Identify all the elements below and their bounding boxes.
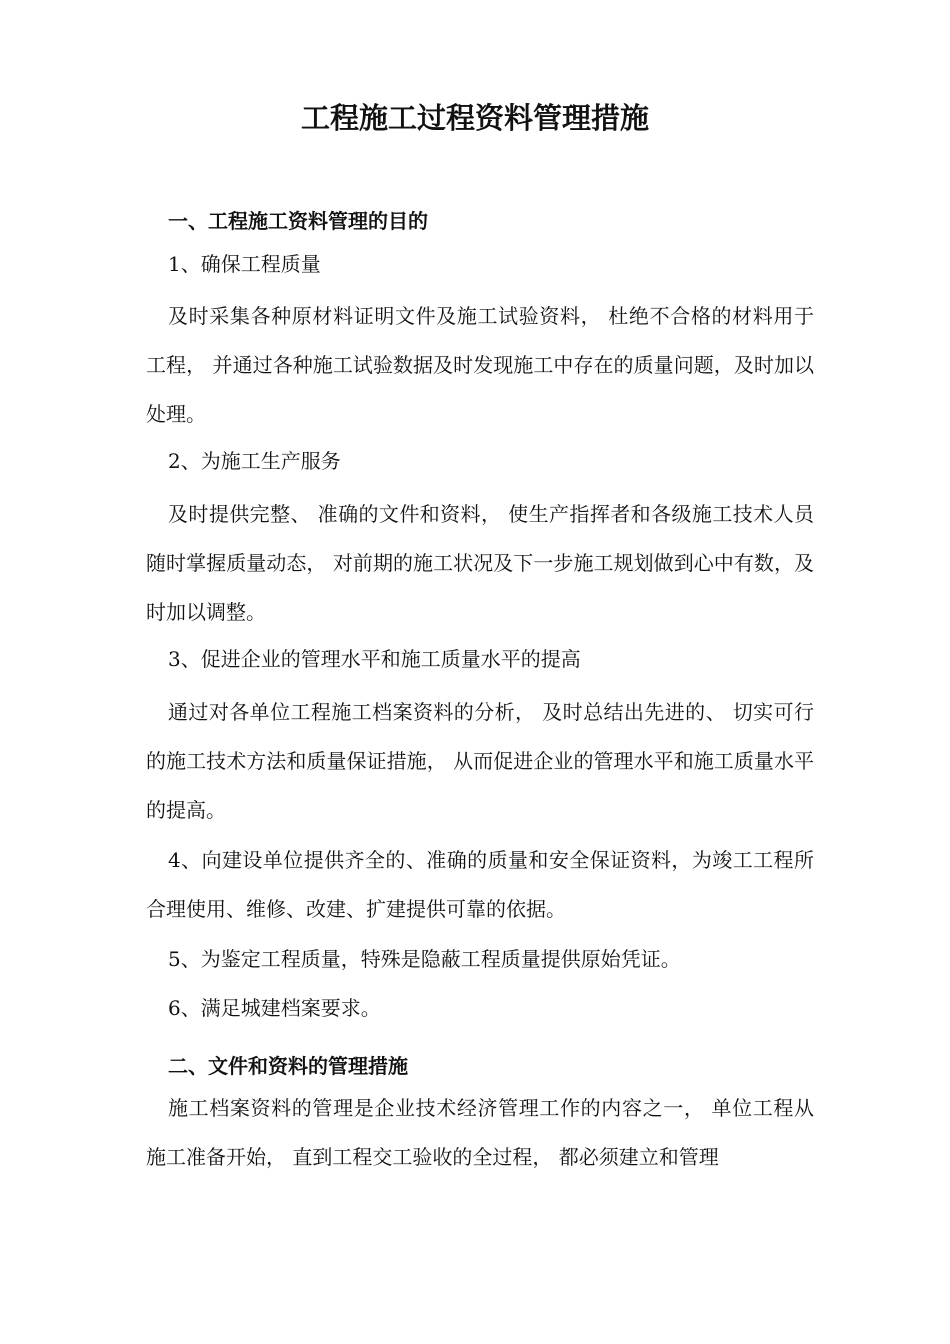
paragraph-quality: 及时采集各种原材料证明文件及施工试验资料， 杜绝不合格的材料用于工程， 并通过各种施工试验数据及时发现施工中存在的质量问题，及时加以处理。: [146, 304, 814, 426]
paragraph-management: 通过对各单位工程施工档案资料的分析， 及时总结出先进的、 切实可行的施工技术方法和质量保证措施， 从而促进企业的管理水平和施工质量水平的提高。: [146, 700, 814, 822]
paragraph-item-4: 4、向建设单位提供齐全的、准确的质量和安全保证资料，为竣工工程所合理使用、维修、改建、扩建提供可靠的依据。: [146, 848, 814, 921]
item-label-production: 2、为施工生产服务: [168, 449, 341, 473]
paragraph-production: 及时提供完整、 准确的文件和资料， 使生产指挥者和各级施工技术人员随时掌握质量动态， 对前期的施工状况及下一步施工规划做到心中有数，及时加以调整。: [146, 502, 814, 624]
item-label-quality: 1、确保工程质量: [168, 252, 321, 276]
section-heading-purpose: 一、工程施工资料管理的目的: [168, 209, 428, 233]
section-heading-measures: 二、文件和资料的管理措施: [168, 1054, 408, 1078]
item-label-management: 3、促进企业的管理水平和施工质量水平的提高: [168, 647, 581, 671]
document-title: 工程施工过程资料管理措施: [300, 101, 649, 135]
item-label-6: 6、满足城建档案要求。: [168, 996, 381, 1020]
paragraph-measures: 施工档案资料的管理是企业技术经济管理工作的内容之一， 单位工程从施工准备开始， 直到工程交工验收的全过程， 都必须建立和管理: [146, 1096, 814, 1169]
item-label-5: 5、为鉴定工程质量，特殊是隐蔽工程质量提供原始凭证。: [168, 947, 681, 971]
